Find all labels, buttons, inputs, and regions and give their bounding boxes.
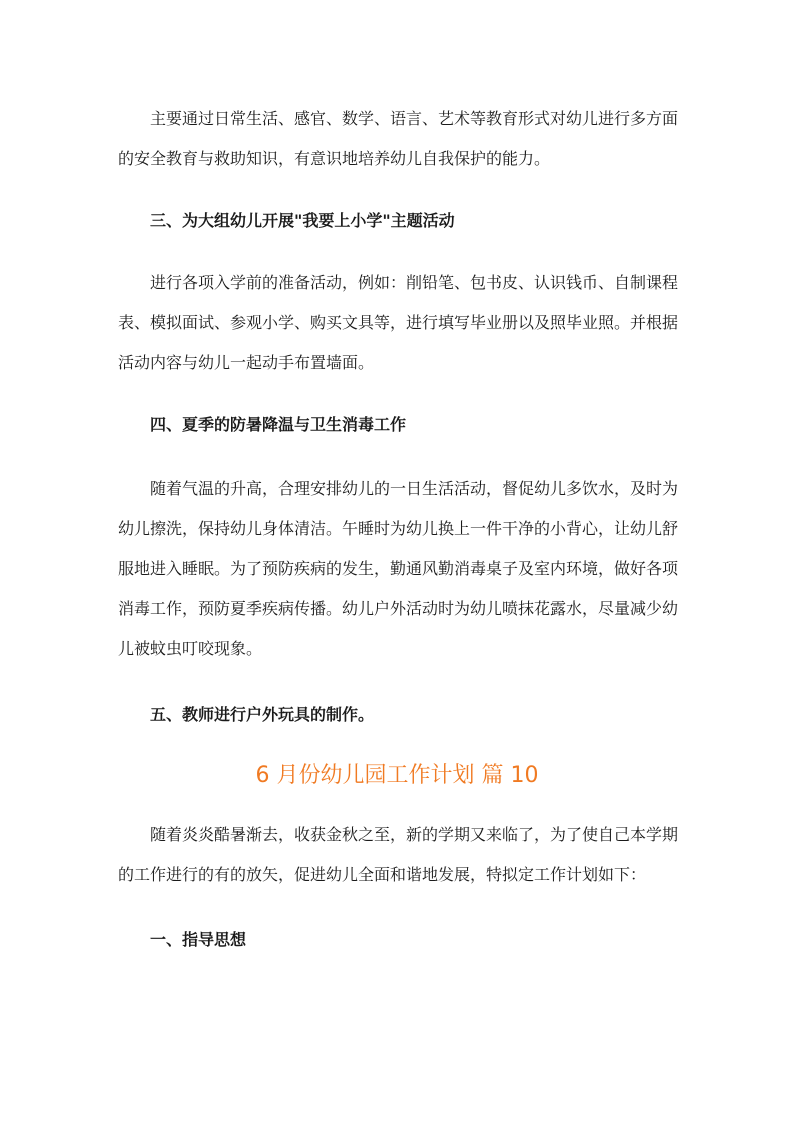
paragraph-school-preparation: 进行各项入学前的准备活动，例如：削铅笔、包书皮、认识钱币、自制课程表、模拟面试、参观小学、购买文具等，进行填写毕业册以及照毕业照。并根据活动内容与幼儿一起动手布置墙面。 [118, 273, 679, 372]
paragraph-summer-hygiene: 随着气温的升高，合理安排幼儿的一日生活活动，督促幼儿多饮水，及时为幼儿擦洗，保持幼儿身体清洁。午睡时为幼儿换上一件干净的小背心，让幼儿舒服地进入睡眠。为了预防疾病的发生，勤通风勤消毒桌子及室内环境，做好各项消毒工作，预防夏季疾病传播。幼儿户外活动时为幼儿喷抹花露水，尽量减少幼儿被蚊虫叮咬现象。 [118, 479, 679, 658]
paragraph-plan-intro: 随着炎炎酷暑渐去，收获金秋之至，新的学期又来临了，为了使自己本学期的工作进行的有的放矢，促进幼儿全面和谐地发展，特拟定工作计划如下： [118, 825, 679, 884]
heading-guiding-thought: 一、指导思想 [150, 930, 247, 949]
heading-section-5: 五、教师进行户外玩具的制作。 [150, 705, 375, 724]
section-title: 6 月份幼儿园工作计划 篇 10 [255, 763, 539, 788]
paragraph-safety-education: 主要通过日常生活、感官、数学、语言、艺术等教育形式对幼儿进行多方面的安全教育与救助知识，有意识地培养幼儿自我保护的能力。 [118, 109, 679, 168]
heading-section-3: 三、为大组幼儿开展"我要上小学"主题活动 [150, 211, 455, 230]
heading-section-4: 四、夏季的防暑降温与卫生消毒工作 [150, 415, 407, 434]
